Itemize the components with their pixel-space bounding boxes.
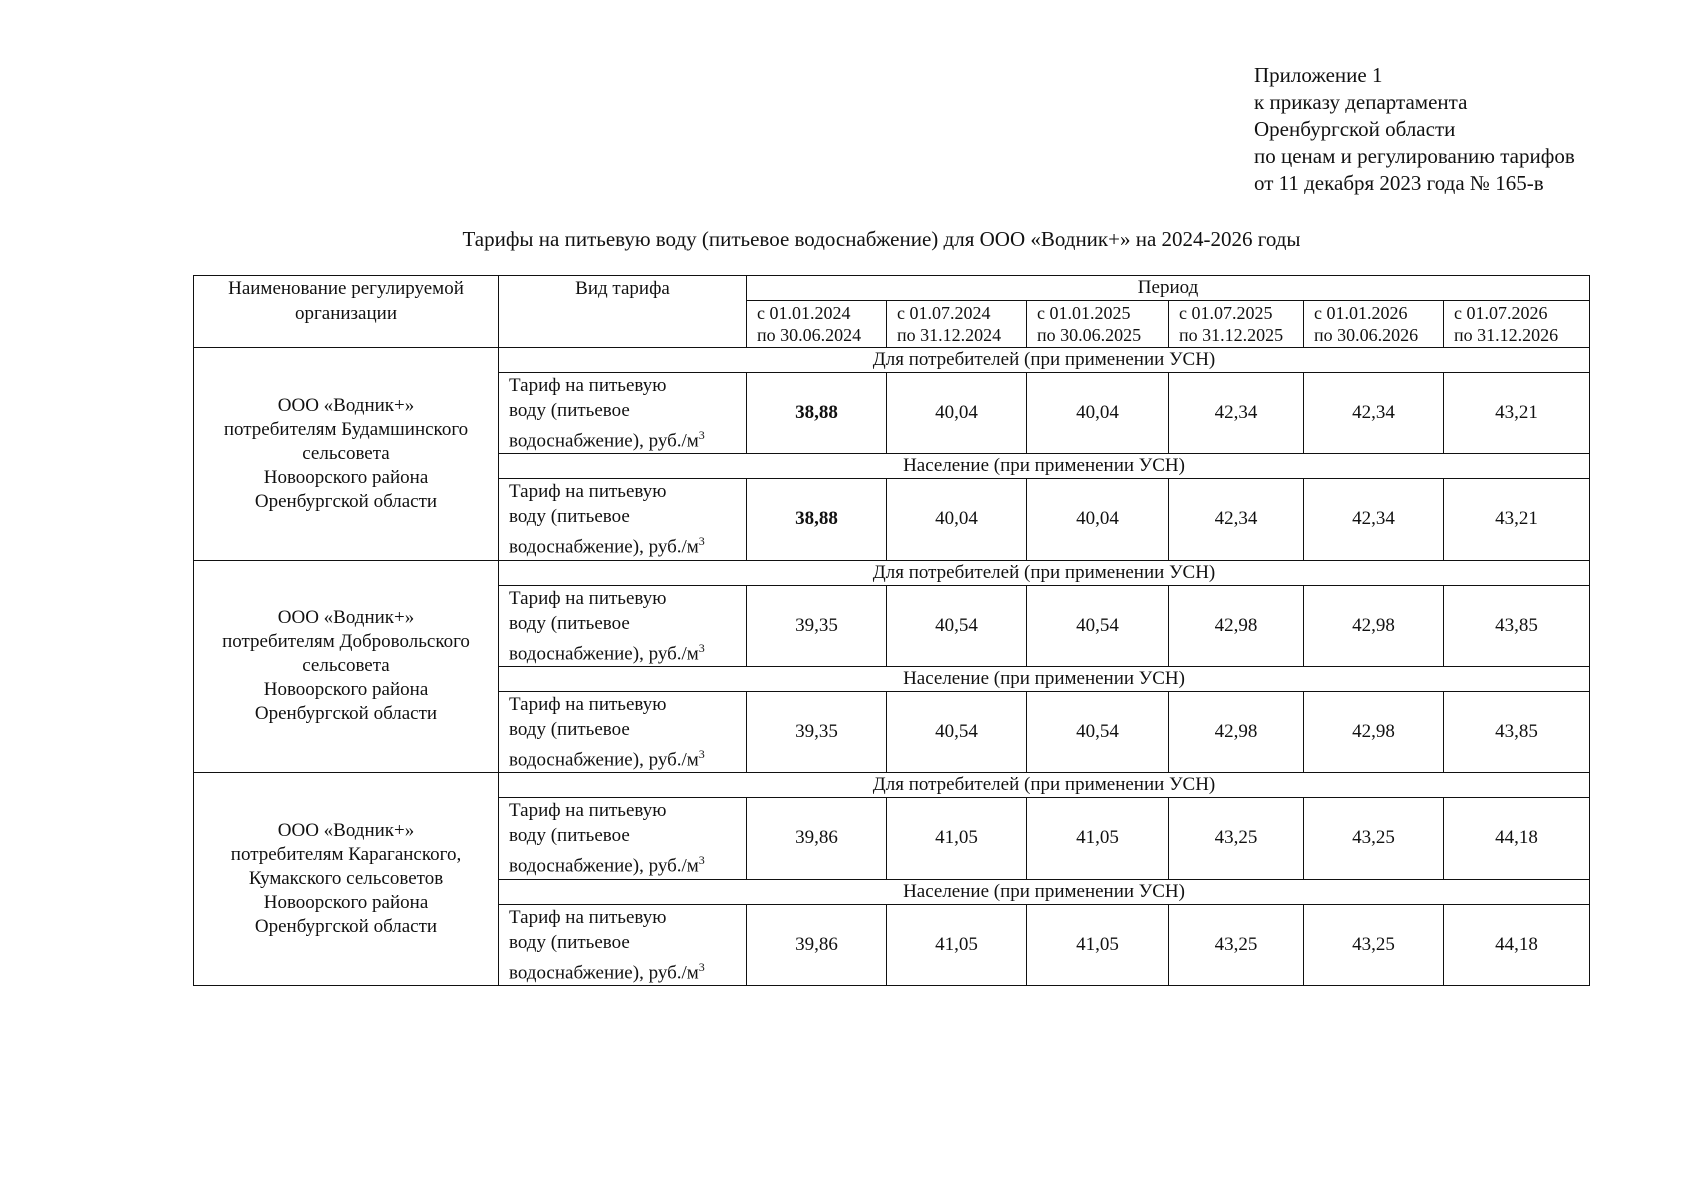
tariff-value: 43,25 xyxy=(1304,798,1444,879)
period-to: по 30.06.2024 xyxy=(757,325,862,345)
appendix-line: Оренбургской области xyxy=(1254,117,1456,141)
tariff-value: 42,98 xyxy=(1169,585,1304,666)
tariff-value: 42,34 xyxy=(1169,479,1304,560)
tariff-value: 40,04 xyxy=(1027,479,1169,560)
org-name-line: Кумакского сельсоветов xyxy=(248,868,444,890)
tariff-value: 42,34 xyxy=(1169,373,1304,454)
tariff-value: 44,18 xyxy=(1444,798,1590,879)
tariff-value: 42,98 xyxy=(1304,691,1444,772)
tariff-value: 40,04 xyxy=(887,373,1027,454)
tariff-value: 40,54 xyxy=(1027,585,1169,666)
tariff-value: 42,34 xyxy=(1304,479,1444,560)
tariff-value: 41,05 xyxy=(887,904,1027,985)
period-to: по 30.06.2025 xyxy=(1037,325,1142,345)
appendix-line: от 11 декабря 2023 года № 165-в xyxy=(1254,171,1544,195)
org-name-line: Оренбургской области xyxy=(254,703,438,725)
tariff-value: 41,05 xyxy=(1027,904,1169,985)
period-from: с 01.07.2025 xyxy=(1179,303,1273,323)
tariff-name: Тариф на питьевую воду (питьевое водоснабжение), $руб./м^3$ xyxy=(499,373,747,454)
header-org: Наименование регулируемой организации xyxy=(194,276,499,348)
org-name-line: Новоорского района xyxy=(263,892,429,914)
header-type: Вид тарифа xyxy=(499,276,747,348)
header-row xyxy=(194,276,1590,301)
org-name-line: Оренбургской области xyxy=(254,916,438,938)
tariff-value: 42,34 xyxy=(1304,373,1444,454)
tariff-value: 41,05 xyxy=(887,798,1027,879)
tariff-value: 39,35 xyxy=(747,691,887,772)
tariff-value: 43,85 xyxy=(1444,585,1590,666)
period-from: с 01.07.2024 xyxy=(897,303,991,323)
consumer-group-label: Для потребителей (при применении УСН) xyxy=(499,773,1590,798)
organization-cell xyxy=(194,560,499,773)
group-row xyxy=(194,560,1590,585)
org-name-line: Оренбургской области xyxy=(254,490,438,512)
period-from: с 01.01.2024 xyxy=(757,303,851,323)
org-name-line: потребителям Добровольского xyxy=(222,631,470,653)
period-from: с 01.01.2026 xyxy=(1314,303,1408,323)
appendix-line: к приказу департамента xyxy=(1254,90,1468,114)
consumer-group-label: Население (при применении УСН) xyxy=(499,666,1590,691)
org-name-line: сельсовета xyxy=(302,655,390,677)
period-range xyxy=(747,301,887,348)
tariff-value: 43,21 xyxy=(1444,373,1590,454)
tariff-value: 41,05 xyxy=(1027,798,1169,879)
document-title: Тарифы на питьевую воду (питьевое водоснабжение) для ООО «Водник+» на 2024-2026 годы xyxy=(462,227,1301,251)
period-from: с 01.07.2026 xyxy=(1454,303,1548,323)
tariff-value: 39,35 xyxy=(747,585,887,666)
tariff-table xyxy=(193,275,1590,986)
period-range xyxy=(887,301,1027,348)
tariff-name: Тариф на питьевую воду (питьевое водоснабжение), $руб./м^3$ xyxy=(499,691,747,772)
period-to: по 30.06.2026 xyxy=(1314,325,1419,345)
consumer-group-label: Для потребителей (при применении УСН) xyxy=(499,348,1590,373)
org-name-line: Новоорского района xyxy=(263,466,429,488)
period-to: по 31.12.2026 xyxy=(1454,325,1559,345)
tariff-value: 40,54 xyxy=(1027,691,1169,772)
tariff-value: 38,88 xyxy=(747,373,887,454)
period-range xyxy=(1027,301,1169,348)
period-to: по 31.12.2025 xyxy=(1179,325,1284,345)
group-row xyxy=(194,773,1590,798)
appendix-block xyxy=(1254,62,1575,197)
tariff-value: 43,25 xyxy=(1169,904,1304,985)
tariff-value: 39,86 xyxy=(747,904,887,985)
organization-cell xyxy=(194,773,499,986)
tariff-value: 40,04 xyxy=(1027,373,1169,454)
period-to: по 31.12.2024 xyxy=(897,325,1002,345)
tariff-value: 44,18 xyxy=(1444,904,1590,985)
consumer-group-label: Население (при применении УСН) xyxy=(499,454,1590,479)
tariff-name: Тариф на питьевую воду (питьевое водоснабжение), $руб./м^3$ xyxy=(499,585,747,666)
tariff-value: 42,98 xyxy=(1304,585,1444,666)
org-name-line: сельсовета xyxy=(302,442,390,464)
tariff-value: 43,25 xyxy=(1304,904,1444,985)
period-range xyxy=(1444,301,1590,348)
tariff-value: 40,54 xyxy=(887,585,1027,666)
tariff-value: 38,88 xyxy=(747,479,887,560)
period-from: с 01.01.2025 xyxy=(1037,303,1131,323)
tariff-value: 40,04 xyxy=(887,479,1027,560)
header-period: Период xyxy=(747,276,1590,301)
tariff-value: 43,25 xyxy=(1169,798,1304,879)
group-row xyxy=(194,348,1590,373)
tariff-value: 40,54 xyxy=(887,691,1027,772)
org-name-line: ООО «Водник+» xyxy=(277,394,415,416)
period-range xyxy=(1304,301,1444,348)
consumer-group-label: Население (при применении УСН) xyxy=(499,879,1590,904)
tariff-value: 43,21 xyxy=(1444,479,1590,560)
tariff-value: 43,85 xyxy=(1444,691,1590,772)
appendix-line: Приложение 1 xyxy=(1254,63,1383,87)
period-range xyxy=(1169,301,1304,348)
tariff-value: 39,86 xyxy=(747,798,887,879)
tariff-value: 42,98 xyxy=(1169,691,1304,772)
appendix-line: по ценам и регулированию тарифов xyxy=(1254,144,1575,168)
consumer-group-label: Для потребителей (при применении УСН) xyxy=(499,560,1590,585)
tariff-name: Тариф на питьевую воду (питьевое водоснабжение), $руб./м^3$ xyxy=(499,904,747,985)
organization-cell xyxy=(194,348,499,561)
org-name-line: ООО «Водник+» xyxy=(277,820,415,842)
org-name-line: потребителям Будамшинского xyxy=(223,418,469,440)
org-name-line: ООО «Водник+» xyxy=(277,607,415,629)
org-name-line: потребителям Караганского, xyxy=(230,844,462,866)
tariff-name: Тариф на питьевую воду (питьевое водоснабжение), $руб./м^3$ xyxy=(499,798,747,879)
tariff-name: Тариф на питьевую воду (питьевое водоснабжение), $руб./м^3$ xyxy=(499,479,747,560)
org-name-line: Новоорского района xyxy=(263,679,429,701)
